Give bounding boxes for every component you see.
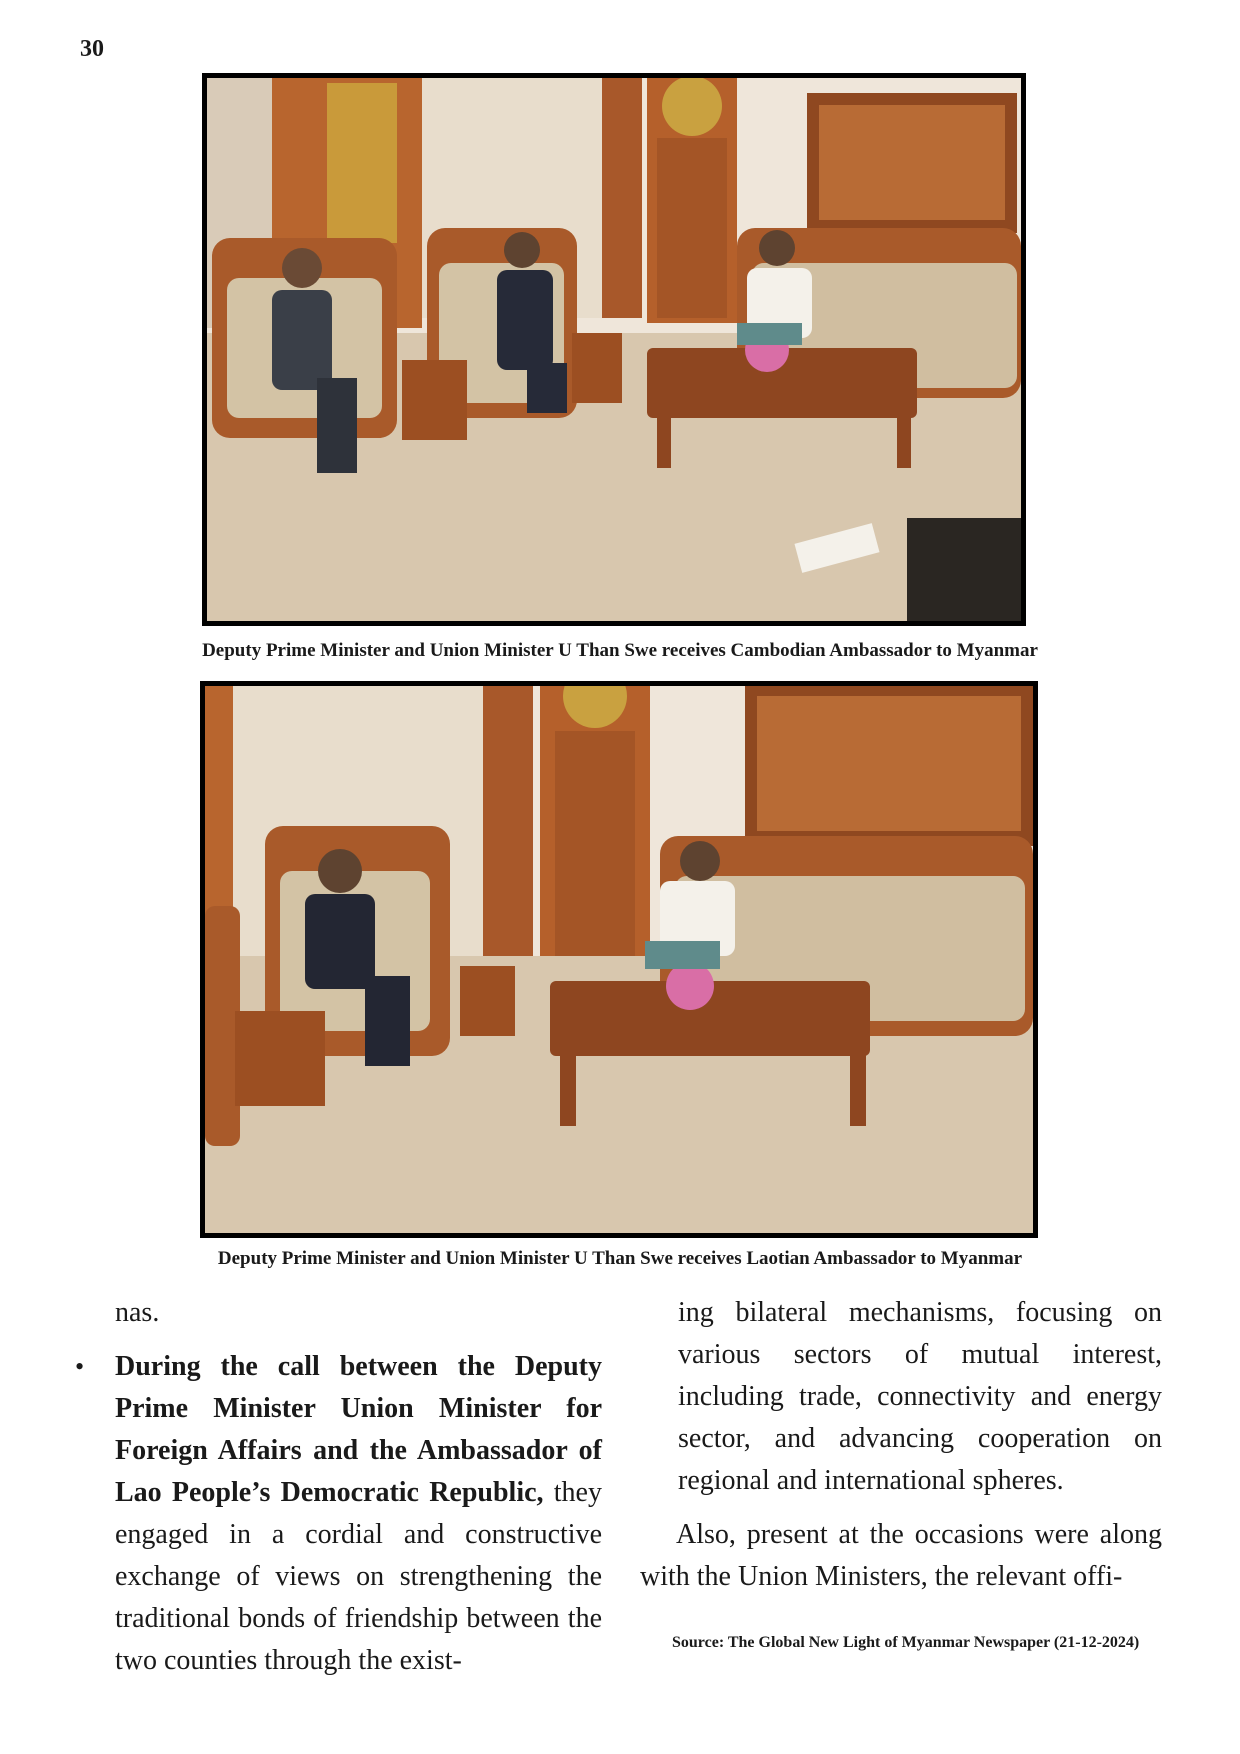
- article-text: Also, present at the occasions were along with the Union Ministers, the relevant offi-: [640, 1519, 1162, 1592]
- article-right-column: [640, 1292, 1162, 1598]
- article-text: ing bilateral mechanisms, focusing on various sectors of mutual interest, including trade, connectivity and energy sector, and advancing cooperation on regional and international spheres.: [678, 1297, 1162, 1496]
- bullet-icon: •: [75, 1352, 85, 1381]
- source-citation: Source: The Global New Light of Myanmar Newspaper (21-12-2024): [672, 1634, 1140, 1651]
- bullet-item: [75, 1346, 602, 1682]
- photo-laotian-ambassador-meeting: [200, 681, 1038, 1238]
- article-text: they engaged in a cordial and constructive exchange of views on strengthening the traditional bonds of friendship between the two counties through the exist-: [115, 1477, 602, 1676]
- page-number: 30: [80, 36, 104, 62]
- article-text: nas.: [115, 1297, 160, 1328]
- bullet-lead: During the call between the Deputy Prime Minister Union Minister for Foreign Affairs and the Ambassador of Lao People’s Democratic Republic,: [115, 1351, 602, 1508]
- photo-caption: Deputy Prime Minister and Union Minister U Than Swe receives Cambodian Ambassador to Myanmar: [202, 640, 1038, 661]
- photo-caption: Deputy Prime Minister and Union Minister U Than Swe receives Laotian Ambassador to Myanmar: [217, 1248, 1023, 1269]
- article-left-column: [75, 1292, 602, 1682]
- photo-cambodian-ambassador-meeting: [202, 73, 1026, 626]
